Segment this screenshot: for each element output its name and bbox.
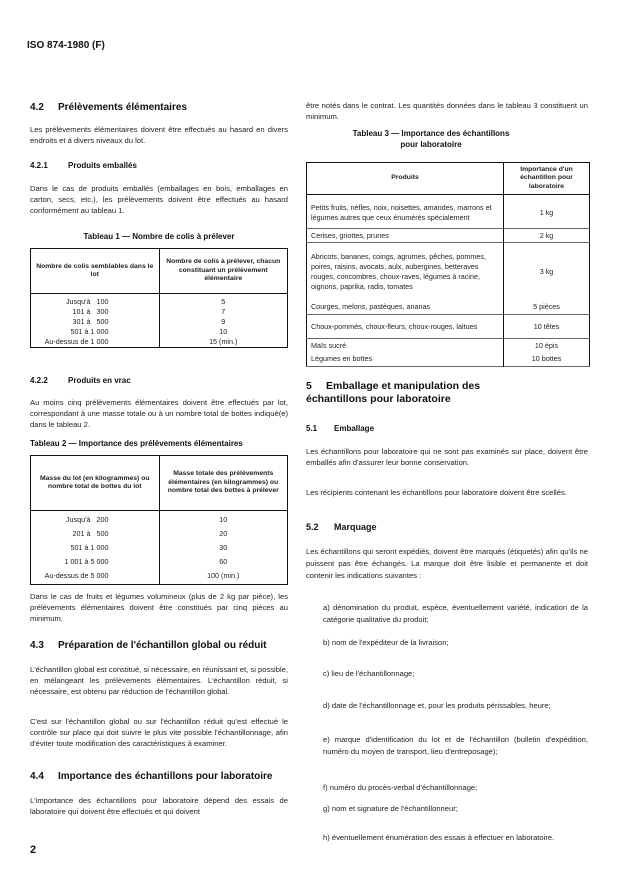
table-3-title-line-1: Tableau 3 — Importance des échantillons [352, 129, 510, 138]
section-title: Emballage et manipulation des [326, 380, 481, 392]
table-1 [30, 248, 288, 348]
table-cell-label: Courges, melons, pastèques, ananas [307, 301, 504, 315]
table-cell-value: 3 kg [539, 266, 554, 276]
section-4-2-1-heading [30, 160, 137, 171]
section-5-heading [306, 380, 480, 406]
table-cell-label: Au-dessus de 5 000 [31, 569, 160, 585]
section-number: 5 [306, 380, 312, 392]
section-5-1-paragraph-2: Les récipients contenant les échantillons pour laboratoire doivent être scellés. [306, 488, 567, 497]
section-title: Préparation de l'échantillon global ou réduit [58, 640, 267, 651]
section-4-3-paragraph-2: C'est sur l'échantillon global ou sur l'échantillon réduit qu'est effectué le contrôle sur place qui doit suivre le plus vite possible l'échantillonnage, afin d'éviter toute modification des caractéristiques à examiner. [30, 717, 288, 748]
section-title: Importance des échantillons pour laboratoire [58, 771, 273, 782]
table-header: Masse totale des prélèvements élémentaires (en kilogrammes) ou nombre total des bottes à prélever [159, 456, 288, 511]
table-2-title: Tableau 2 — Importance des prélèvements élémentaires [30, 439, 243, 448]
section-number: 4.2 [30, 102, 44, 113]
table-cell-value: 7 [221, 307, 226, 316]
section-title: Produits en vrac [68, 376, 131, 385]
section-4-2-text: Les prélèvements élémentaires doivent être effectués au hasard en divers endroits et à divers niveaux du lot. [30, 125, 288, 145]
table-cell-label: Jusqu'à 100 [31, 294, 160, 308]
table-cell-label: 201 à 500 [31, 527, 160, 541]
marking-list-item: d) date de l'échantillonnage et, pour les produits périssables, heure; [323, 701, 551, 710]
table-row [31, 527, 288, 541]
table-cell-value: 30 [219, 542, 228, 552]
table-row [31, 541, 288, 555]
table-3-title-line-2: pour laboratoire [400, 140, 462, 149]
table-cell-label: 301 à 500 [31, 317, 160, 327]
table-cell-value: 10 [219, 327, 228, 336]
page-number: 2 [30, 844, 37, 856]
table-header: Produits [307, 163, 504, 195]
section-4-4-continuation: être notés dans le contrat. Les quantités données dans le tableau 3 constituent un minimum. [306, 101, 588, 121]
table-row [307, 195, 590, 229]
table-cell-value: 15 (min.) [209, 337, 238, 346]
table-cell-label: 1 001 à 5 000 [31, 555, 160, 569]
table-cell-value: 100 (min.) [207, 571, 240, 581]
table-cell-label: Au-dessus de 1 000 [31, 337, 160, 348]
table-cell-label: Jusqu'à 200 [31, 511, 160, 527]
section-title: Produits emballés [68, 161, 137, 170]
table-row [31, 327, 288, 337]
section-4-2-heading [30, 102, 187, 113]
table-row [31, 317, 288, 327]
table-cell-value: 5 pièces [533, 302, 560, 312]
paragraph-volumineux: Dans le cas de fruits et légumes volumineux (plus de 2 kg par pièce), les prélèvements élémentaires doivent être constitués par cinq pièces au minimum. [30, 592, 288, 623]
table-header: Nombre de colis à prélever, chacun constituant un prélèvement élémentaire [159, 249, 288, 294]
marking-list-item: g) nom et signature de l'échantillonneur; [323, 804, 458, 813]
table-cell-value: 9 [221, 317, 226, 326]
table-row [307, 315, 590, 339]
table-cell-value: 10 têtes [533, 321, 560, 331]
table-row [31, 294, 288, 308]
section-4-2-1-text: Dans le cas de produits emballés (emballages en bois, emballages en carton, secs, etc.), les prélèvements doivent être effectués au hasard conformément au tableau 1. [30, 184, 288, 215]
table-3-title [306, 128, 556, 150]
section-5-2-heading [306, 522, 377, 533]
marking-list-item: f) numéro du procès-verbal d'échantillonnage; [323, 783, 478, 792]
table-cell-label: 101 à 300 [31, 307, 160, 317]
marking-list-item: c) lieu de l'échantillonnage; [323, 669, 415, 678]
table-cell-value: 20 [219, 528, 228, 538]
table-row [307, 243, 590, 301]
section-title: Marquage [334, 522, 377, 532]
table-row [307, 301, 590, 315]
document-header: ISO 874-1980 (F) [27, 40, 105, 51]
table-header: Nombre de colis semblables dans le lot [31, 249, 160, 294]
table-row [31, 511, 288, 527]
section-number: 5.1 [306, 424, 318, 433]
table-cell-label: Légumes en bottes [307, 353, 504, 367]
table-cell-label: 501 à 1 000 [31, 541, 160, 555]
table-cell-value: 2 kg [539, 230, 554, 240]
section-number: 4.2.1 [30, 161, 48, 170]
table-cell-label: 501 à 1 000 [31, 327, 160, 337]
section-5-1-paragraph-1: Les échantillons pour laboratoire qui ne sont pas examinés sur place, doivent être emballés afin d'assurer leur bonne conservation. [306, 447, 588, 467]
section-4-4-text: L'importance des échantillons pour laboratoire dépend des essais de laboratoire qui doivent être effectués et qui doivent [30, 796, 288, 816]
marking-list-item: h) éventuellement énumération des essais à effectuer en laboratoire. [323, 833, 555, 842]
table-row [307, 339, 590, 353]
table-row [307, 353, 590, 367]
table-cell-value: 10 épis [534, 340, 559, 350]
table-row [31, 307, 288, 317]
table-cell-value: 60 [219, 556, 228, 566]
table-row [307, 229, 590, 243]
section-4-4-heading [30, 771, 273, 782]
section-number: 4.2.2 [30, 376, 48, 385]
table-header: Masse du lot (en kilogrammes) ou nombre total de bottes du lot [31, 456, 160, 511]
table-cell-label: Cerises, griottes, prunes [307, 229, 504, 243]
table-cell-value: 1 kg [539, 208, 554, 217]
table-cell-label: Maïs sucré [307, 339, 504, 353]
table-cell-label: Abricots, bananes, coings, agrumes, pêches, pommes, poires, raisins, avocats, aulx, aubergines, betteraves rouges, concombres, choux-raves, légumes à racine, oignons, paprika, radis, tomates [307, 243, 504, 301]
table-row [31, 555, 288, 569]
table-row [31, 337, 288, 348]
table-1-title: Tableau 1 — Nombre de colis à prélever [83, 232, 235, 241]
section-4-3-paragraph-1: L'échantillon global est constitué, si nécessaire, en réunissant et, si possible, en mélangeant les prélèvements élémentaires. L'échantillon réduit, si nécessaire, est obtenu par réduction de l'échantillon global. [30, 665, 288, 696]
table-cell-value: 10 [219, 515, 228, 525]
table-2 [30, 455, 288, 585]
section-number: 4.4 [30, 771, 44, 782]
table-cell-label: Choux-pommés, choux-fleurs, choux-rouges, laitues [307, 315, 504, 339]
section-number: 5.2 [306, 522, 319, 532]
section-number: 4.3 [30, 640, 44, 651]
table-cell-label: Petits fruits, nèfles, noix, noisettes, amandes, marrons et légumes autres que ceux énumérés spécialement [307, 195, 504, 229]
marking-list-item: b) nom de l'expéditeur de la livraison; [323, 638, 449, 647]
table-cell-value: 5 [221, 297, 226, 306]
section-4-3-heading [30, 640, 267, 651]
table-row [31, 569, 288, 585]
marking-list-item: e) marque d'identification du lot et de l'échantillon (bulletin d'expédition, numéro du moyen de transport, lieu d'entreposage); [323, 735, 588, 756]
section-5-2-text: Les échantillons qui seront expédiés, doivent être marqués (étiquetés) afin qu'ils ne puissent pas être échangés. La marque doit être lisible et permanente et doit contenir les indications suivantes : [306, 547, 588, 580]
table-header: Importance d'un échantillon pour laboratoire [504, 163, 590, 195]
marking-list-item: a) dénomination du produit, espèce, éventuellement variété, indication de la catégorie qualitative du produit; [323, 603, 588, 624]
section-title-line-2: échantillons pour laboratoire [306, 393, 451, 405]
section-title: Emballage [334, 424, 375, 433]
section-4-2-2-heading [30, 375, 131, 386]
section-4-2-2-text: Au moins cinq prélèvements élémentaires doivent être effectués par lot, correspondant à une masse totale ou à un nombre total de bottes indiqué(e) dans le tableau 2. [30, 398, 288, 429]
table-cell-value: 10 bottes [531, 354, 562, 364]
section-title: Prélèvements élémentaires [58, 102, 187, 113]
table-3 [306, 162, 590, 367]
section-5-1-heading [306, 423, 374, 434]
